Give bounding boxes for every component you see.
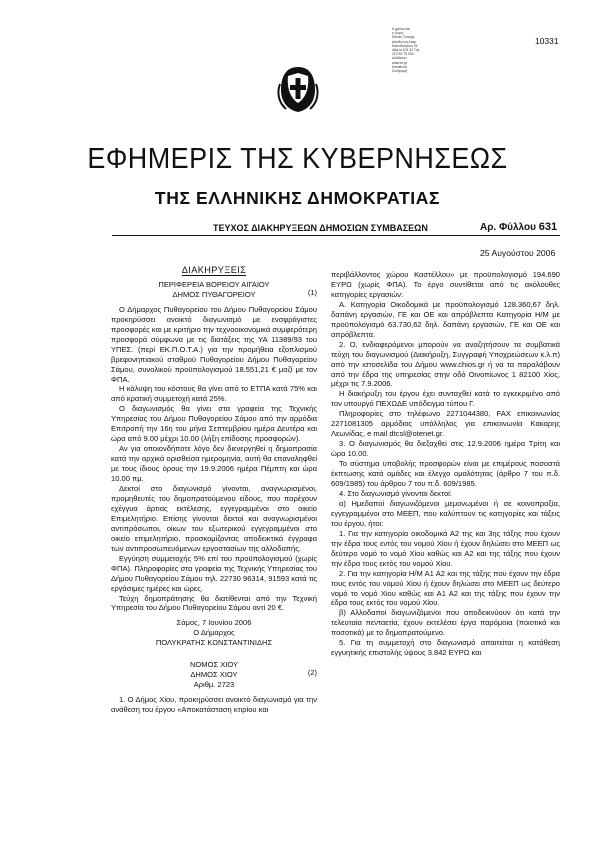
notice-1-paragraph: Η κάλυψη του κόστους θα γίνει από το ΕΤΠΑ κατά 75% και από κρατική συμμετοχή κατά 25%. — [111, 384, 317, 404]
notice-1-marker: (1) — [307, 287, 317, 297]
notice-2-header — [111, 660, 317, 690]
issue-label: ΤΕΥΧΟΣ ΔΙΑΚΗΡΥΞΕΩΝ ΔΗΜΟΣΙΩΝ ΣΥΜΒΑΣΕΩΝ — [213, 223, 428, 233]
notice-1-header — [111, 280, 317, 300]
notice-2-org2: ΔΗΜΟΣ ΧΙΟΥ — [190, 670, 238, 680]
right-paragraph: Πληροφορίες στο τηλέφωνο 2271044380, FAX επικοινωνίας 2271081305 αρμόδιος υπάλληλος για επικοινωνία Κακαρης Λεωνίδας, e mail dtcsl@otenet.gr. — [331, 409, 560, 439]
notice-1-paragraph: Ο Δήμαρχος Πυθαγορείου του Δήμου Πυθαγορείου Σάμου προκηρύσσει ανοικτό διαγωνισμό με ενσφράγιστες προσφορές και με κριτήριο την τεχνοοικονομικά συμφερότερη προσφορά σύμφωνα με τις διατάξεις της ΥΑ 11389/93 του ΥΠΕΣ. (περί ΕΚ.Π.Ο.Τ.Α.) για την προμήθεια εξοπλισμού βρεφονηπιακού σταθμού Πυθαγορείου Δήμου Πυθαγορείου Σάμου, συνολικού προϋπολογισμού 18.551,21 € μαζί με τον ΦΠΑ. — [111, 304, 317, 384]
notice-1-paragraph: Δεκτοί στο διαγωνισμό γίνονται, αναγνωρισμένοι, προμηθευτές του δημοπρατούμενου είδους, που παρέχουν εχέγγυα άρτιας εκτέλεσης, εγγεγραμμένοι στο οικείο Επιμελητήριο. Επίσης γίνονται δεκτοί και αναγνωρισμένοι αντιπρόσωποι, οίκων του εξωτερικού εγγεγραμμένοι στο οικείο επιμελητήριο, προσκομίζοντας αποδεικτικά έγγραφα των αντιπροσωπευόμενων εργοστασίων της αλλοδαπής. — [111, 484, 317, 553]
right-paragraph: Το σύστημα υποβολής προσφορών είναι με επιμέρους ποσοστά έκπτωσης κατά ομάδες και έλεγχο ομαλότητας (άρθρο 7 του π.δ. 609/1985) του άρθρου 7 του π.δ. 609/1985. — [331, 459, 560, 489]
notice-2-org1: ΝΟΜΟΣ ΧΙΟΥ — [189, 660, 239, 670]
right-paragraph: α) Ημεδαποί διαγωνιζόμενοι μεμονωμένοι ή σε κοινοπραξία, εγγεγραμμένοι στο ΜΕΕΠ, που καλύπτουν τις κατηγορίες και τάξεις του έργου, ήτοι: — [331, 498, 560, 528]
right-paragraph: 2. Για την κατηγορία Η/Μ Α1 Α2 και της τάξης που έχουν την έδρα τους εντός του νομού Χίου ή έχουν δηλώσει στο ΜΕΕΠ ως δεύτερο νομό το νομό Χίου καθώς και Α1 Α2 και της τάξης που έχουν την έδρα τους εκτός του νομού Χίου. — [331, 568, 560, 608]
gazette-subtitle: ΤΗΣ ΕΛΛΗΝΙΚΗΣ ΔΗΜΟΚΡΑΤΙΑΣ — [154, 188, 441, 208]
notice-1-paragraph: Αν για οποιονδήποτε λόγο δεν διενεργηθεί η δημοπρασία κατά την αρχικά ορισθείσα ημερομηνία, αυτή θα επαναληφθεί με τους ίδιους όρους την 19.9.2006 ημέρα Πέμπτη και ώρα 10.00 πμ. — [111, 444, 317, 484]
notice-1-signer-title: Ο Δήμαρχος — [193, 628, 235, 638]
notice-1-place-date: Σάμος, 7 Ιουνίου 2006 — [176, 618, 252, 628]
right-paragraph: Η διακήρυξη του έργου έχει συνταχθεί κατά το εγκεκριμένο από τον υπουργό ΠΕΧΩΔΕ υπόδειγμα τύπου Γ. — [331, 389, 560, 409]
right-paragraph: 5. Για τη συμμετοχή στο διαγωνισμό απαιτείται η κατάθεση εγγυητικής επιστολής ύψους 3.842 ΕΥΡΩ και — [331, 638, 560, 658]
issue-date: 25 Αυγούστου 2006 — [480, 248, 556, 258]
notice-2-paragraph: 1. Ο Δήμος Χίου, προκηρύσσει ανοικτό διαγωνισμό για την ανάθεση του έργου «Αποκατάσταση κτιρίου και — [111, 695, 317, 715]
right-paragraph: 3. Ο διαγωνισμός θα διεξαχθεί στις 12.9.2006 ημέρα Τρίτη και ώρα 10.00. — [331, 439, 560, 459]
notice-1-org2: ΔΗΜΟΣ ΠΥΘΑΓΟΡΕΙΟΥ — [172, 289, 256, 299]
page-number: 10331 — [535, 36, 559, 46]
right-paragraph: 4. Στο διαγωνισμό γίνονται δεκτοί: — [339, 488, 452, 498]
notice-1-org1: ΠΕΡΙΦΕΡΕΙΑ ΒΟΡΕΙΟΥ ΑΙΓΑΙΟΥ — [158, 279, 270, 289]
notice-2-ref: Αριθμ. 2723 — [193, 680, 235, 690]
notice-1-paragraph: Εγγύηση συμμετοχής 5% επί του προϋπολογισμού (χωρίς ΦΠΑ). Πληροφορίες στα γραφεία της Τεχνικής Υπηρεσίας του Δήμου Πυθαγορείου Σάμου τηλ. 22730 96314, 91593 κατά τις εργάσιμες ημέρες και ώρες. — [111, 553, 317, 593]
sheet-number: 631 — [538, 221, 558, 233]
notice-1-signer-name: ΠΟΛΥΚΡΑΤΗΣ ΚΩΝΣΤΑΝΤΙΝΙΔΗΣ — [155, 638, 273, 648]
right-column — [331, 270, 560, 658]
section-heading: ΔΙΑΚΗΡΥΞΕΙΣ — [181, 265, 247, 275]
notice-1-paragraph: Τεύχη δημοπράτησης θα διατίθενται από την Τεχνική Υπηρεσία του Δήμου Πυθαγορείου Σάμου αντί 20 €. — [111, 593, 317, 613]
right-paragraph: Α. Κατηγορία Οικοδομικά με προϋπολογισμό 128.360,67 δηλ. δαπάνη εργασιών, ΓΕ και ΟΕ και απρόβλεπτα Κατηγορία Η/Μ με προϋπολογισμό 63.730,62 δηλ. δαπάνη εργασιών, ΓΕ και ΟΕ και απρόβλεπτα. — [331, 299, 560, 339]
greek-emblem-icon — [276, 64, 320, 114]
left-column — [111, 266, 317, 715]
notice-1-paragraph: Ο διαγωνισμός θα γίνει στα γραφεία της Τεχνικής Υπηρεσίας του Δήμου Πυθαγορείου Σάμου από την αρμόδια Επιτροπή την 16η του μήνα Σεπτεμβρίου ημέρα Δευτέρα και ώρα από 9.00 μέχρι 10.00 (λήξη επίδοσης προσφορών). — [111, 404, 317, 444]
sheet-label: Αρ. Φύλλου — [480, 222, 536, 233]
notice-2-marker: (2) — [307, 668, 317, 678]
right-paragraph: 1. Για την κατηγορία οικοδομικά Α2 της και 3ης τάξης που έχουν την έδρα τους εντός του νομού Χίου ή έχουν δηλώσει στο ΜΕΕΠ ως δεύτερο νομό το νομό Χίου καθώς και Α2 και της τάξης που έχουν την έδρα τους εκτός του νομού Χίου. — [331, 528, 560, 568]
gazette-title: ΕΦΗΜΕΡΙΣ ΤΗΣ ΚΥΒΕΡΝΗΣΕΩΣ — [87, 143, 508, 175]
right-paragraph: 2. Ο, ενδιαφερόμενοι μπορούν να αναζητήσουν τα συμβατικά τεύχη του διαγωνισμού (Διακήρυξη, Συγγραφή Υποχρεώσεων κ.λ.π) από την ιστοσελίδα του Δήμου www.chios.gr ή να τα παραλάβουν από την έδρα της υπηρεσίας στην οδό Οινοπίωνος 1 82100 Χίος, μέχρι τις 7.9.2006. — [331, 339, 560, 389]
right-paragraph: περιβάλλοντος χώρου Καστέλλου» με προϋπολογισμό 194.690 ΕΥΡΩ (χωρίς ΦΠΑ). Το έργο συντίθεται από τις ακόλουθες κατηγορίες εργασιών: — [331, 270, 560, 299]
header-rule — [112, 235, 560, 236]
sheet-number-label — [480, 221, 557, 233]
top-note: 5 χρόνια και ο λογος Εθνικό Τυπογρ. Διεύθυνση Διαφ. Καποδιστρίου 34 Αθήνα 104 32 Τηλ. 210 52 79 000 Διαδίκτυο www.et.gr Κατάθεση Συνδρομή — [392, 27, 421, 74]
right-paragraph: β) Αλλοδαποί διαγωνιζόμενοι που αποδεικνύουν ότι κατά την τελευταία πενταετία, έχουν εκτελέσει έργα παρόμοια (ποιοτικά και ποσοτικά) με το δημοπρατούμενο. — [331, 608, 560, 638]
